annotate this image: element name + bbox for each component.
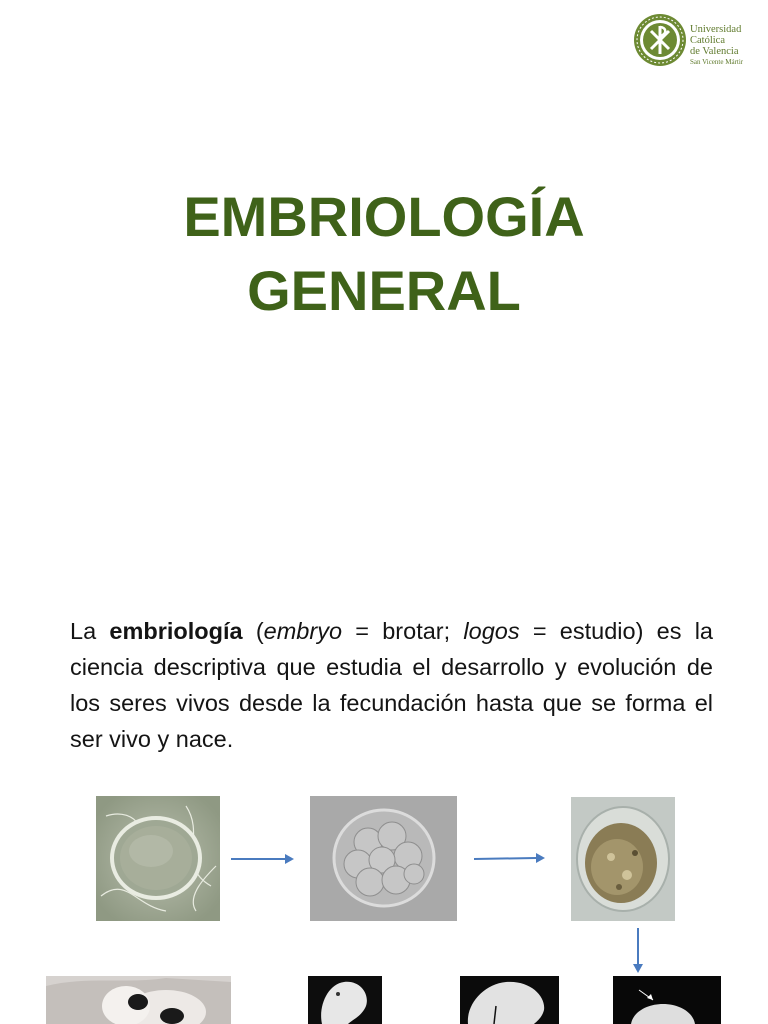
definition-gloss-1: = brotar;: [342, 618, 464, 644]
university-name: [690, 24, 743, 67]
arrow-right-icon: [231, 852, 295, 866]
logo-line-1: Universidad: [690, 24, 742, 35]
page-title: [0, 180, 768, 328]
definition-prefix: La: [70, 618, 110, 644]
fertilized-egg-image: [96, 796, 220, 921]
definition-gloss-2: = estudio) es la ciencia descriptiva que estudia el desarrollo y evolución de los seres vivos desde la fecundación hasta que se forma el ser vivo y nace.: [70, 618, 714, 752]
embryo-stage-2-image: [460, 976, 559, 1024]
embryo-stage-1-image: [308, 976, 382, 1024]
logo-line-3: de Valencia: [690, 46, 739, 57]
arrow-right-icon: [474, 851, 546, 865]
definition-root-2: logos: [463, 618, 520, 644]
fetus-photo-image: [46, 976, 231, 1024]
definition-root-1: embryo: [263, 618, 343, 644]
logo-line-4: San Vicente Mártir: [690, 58, 744, 66]
blastocyst-image: [571, 797, 675, 921]
title-line-1: EMBRIOLOGÍA: [183, 185, 585, 248]
definition-open-paren: (: [242, 618, 264, 644]
university-logo: [632, 12, 762, 70]
title-line-2: GENERAL: [247, 259, 521, 322]
embryo-stage-3-image: [613, 976, 721, 1024]
arrow-down-icon: [631, 928, 645, 974]
university-seal-icon: [632, 12, 688, 68]
logo-line-2: Católica: [690, 35, 725, 46]
definition-term: embriología: [109, 618, 243, 644]
definition-paragraph: [70, 613, 713, 757]
eight-cell-embryo-image: [310, 796, 457, 921]
